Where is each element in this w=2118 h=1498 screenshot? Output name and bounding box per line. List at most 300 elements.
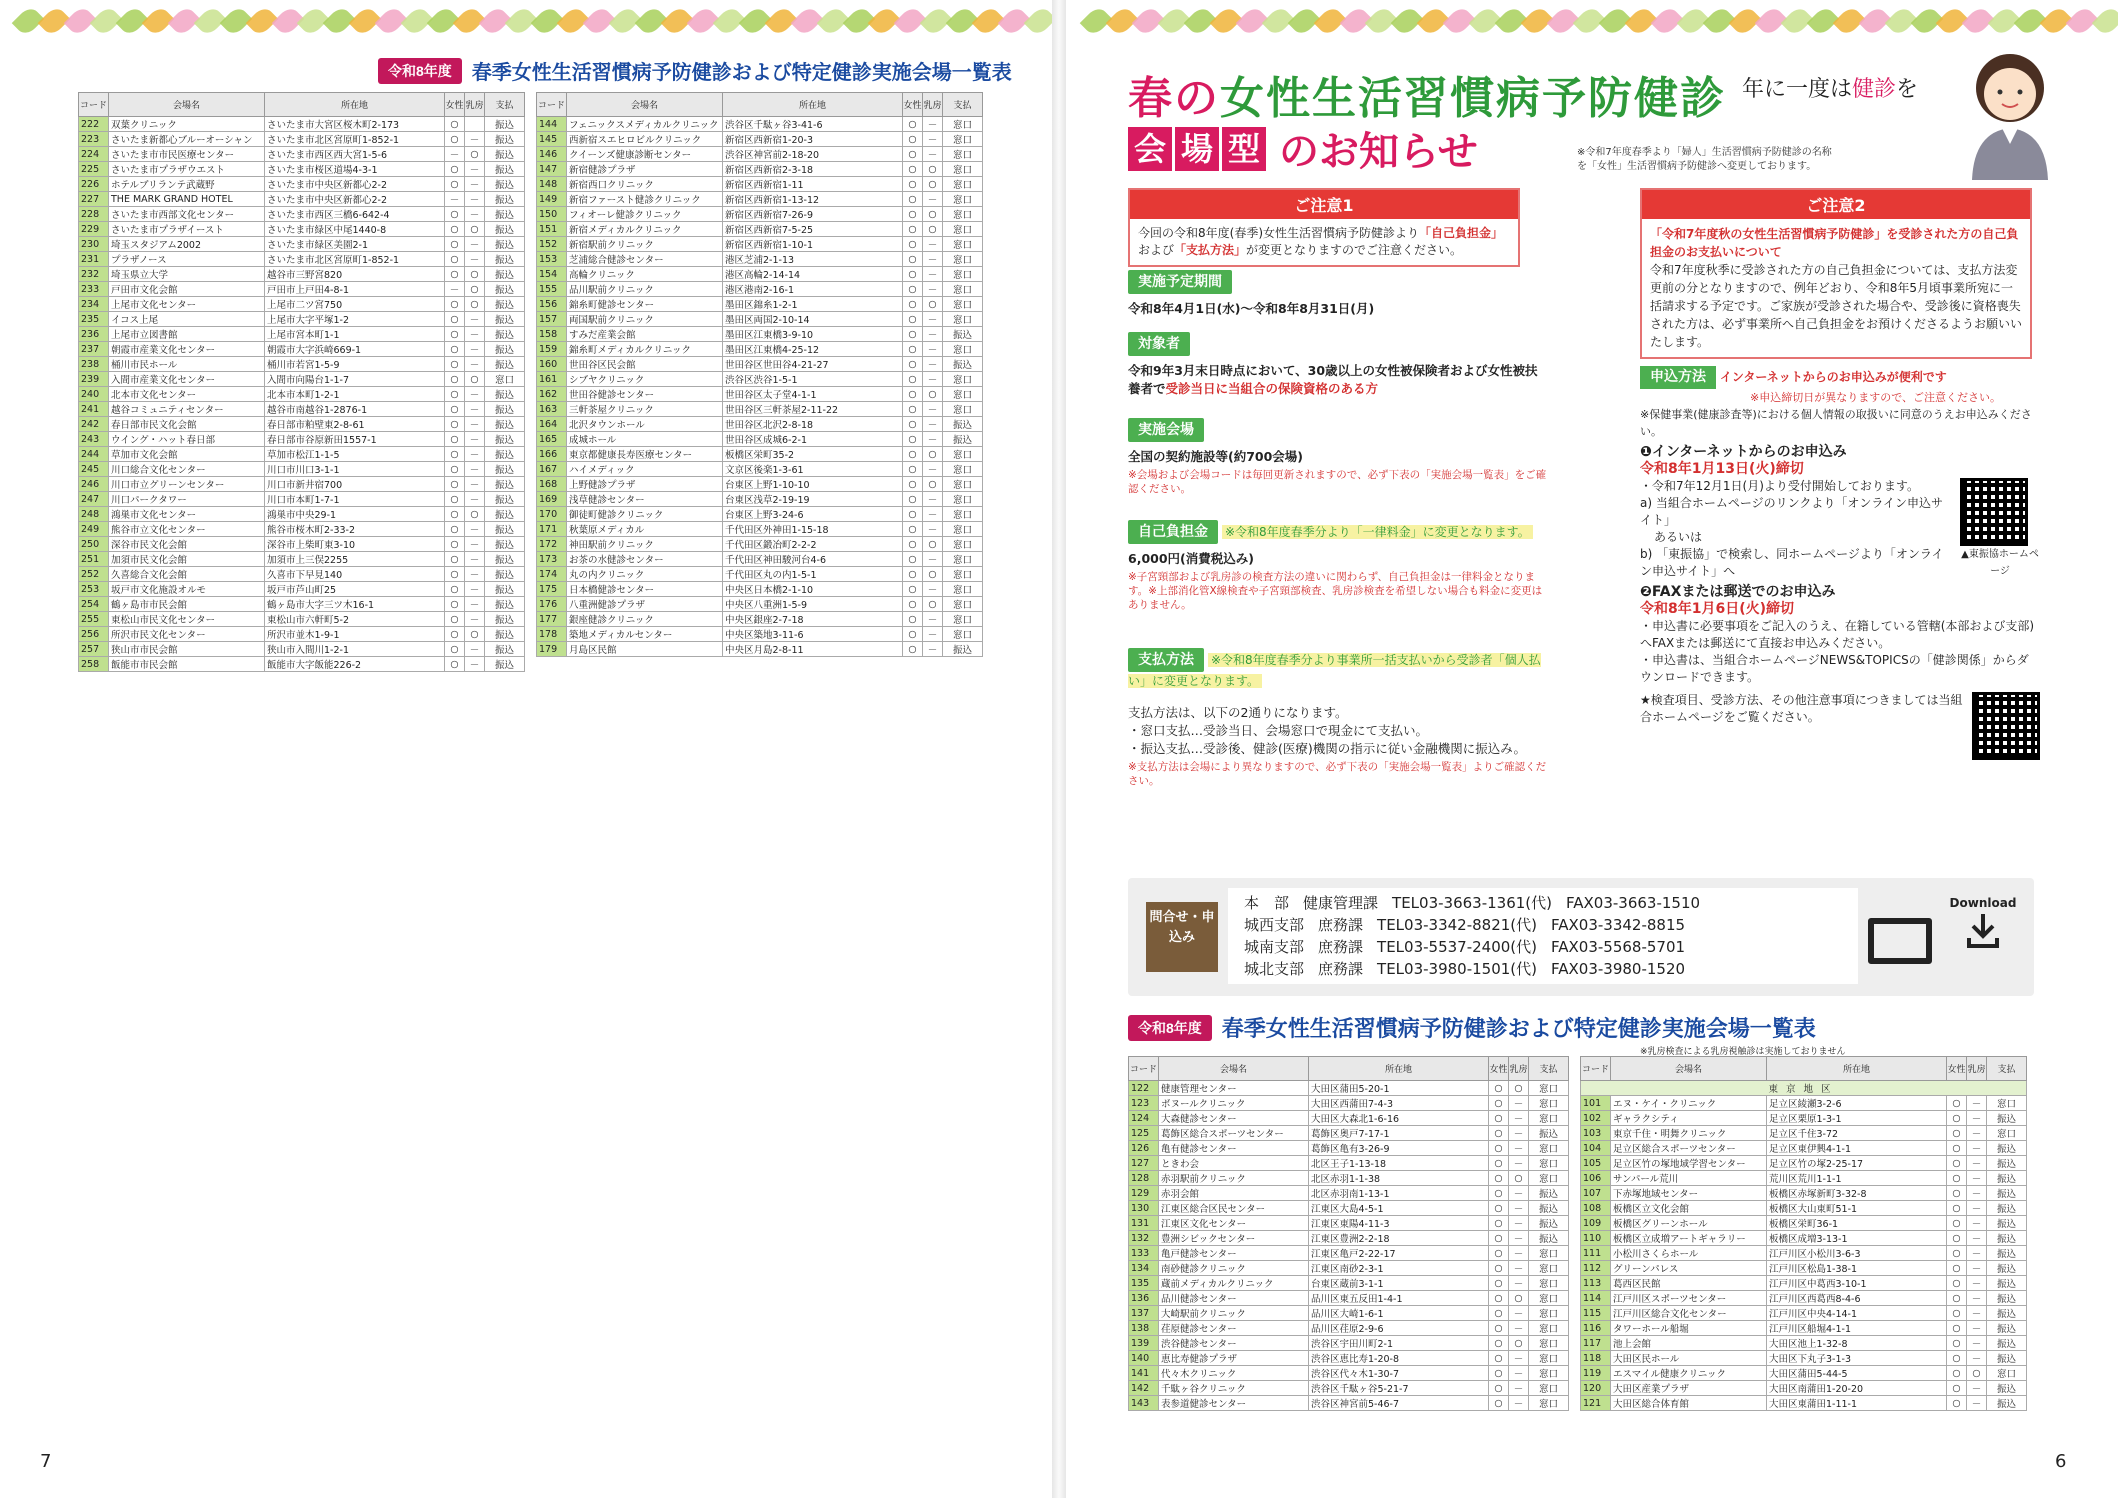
- contact-tel: TEL03-3663-1361(代): [1392, 894, 1552, 912]
- venue-code: 138: [1129, 1321, 1159, 1336]
- venue-code: 170: [537, 507, 567, 522]
- mark-female: ○: [1947, 1156, 1967, 1171]
- mark-female: ○: [1947, 1186, 1967, 1201]
- subtitle-char: 型: [1222, 127, 1266, 171]
- payment-type: 窓口: [1529, 1246, 1569, 1261]
- table-row: [79, 327, 525, 342]
- venue-code: 125: [1129, 1126, 1159, 1141]
- mark-breast: －: [1967, 1381, 1987, 1396]
- venue-code: 126: [1129, 1141, 1159, 1156]
- venue-code: 105: [1581, 1156, 1611, 1171]
- payment-item-1: ・窓口支払…受診当日、会場窓口で現金にて支払い。: [1128, 723, 1429, 738]
- list-title-text: 春季女性生活習慣病予防健診および特定健診実施会場一覧表: [471, 62, 1012, 84]
- venue-code: 164: [537, 417, 567, 432]
- venue-code: 117: [1581, 1336, 1611, 1351]
- venue-name: 板橋区立文化会館: [1611, 1201, 1767, 1216]
- venue-name: 東京都健康長寿医療センター: [567, 447, 723, 462]
- contact-fax: FAX03-5568-5701: [1551, 938, 1686, 956]
- mark-breast: ○: [465, 147, 485, 162]
- payment-type: 窓口: [1529, 1081, 1569, 1096]
- venue-code: 103: [1581, 1126, 1611, 1141]
- column-header: コード: [1581, 1057, 1611, 1081]
- mark-female: ○: [445, 507, 465, 522]
- table-row: [79, 507, 525, 522]
- mark-breast: －: [465, 552, 485, 567]
- payment-type: 振込: [485, 582, 525, 597]
- venue-address: 中央区築地3-11-6: [723, 627, 903, 642]
- payment-type: 振込: [1987, 1216, 2027, 1231]
- mark-breast: －: [1509, 1366, 1529, 1381]
- apply-section: [1640, 366, 2040, 760]
- column-header: 乳房: [923, 93, 943, 117]
- monitor-icon: [1868, 918, 1932, 964]
- venue-code: 155: [537, 282, 567, 297]
- mark-breast: －: [465, 312, 485, 327]
- mark-female: ○: [1489, 1216, 1509, 1231]
- venue-address: 台東区蔵前3-1-1: [1309, 1276, 1489, 1291]
- venue-code: 162: [537, 387, 567, 402]
- venue-table-right-b: [1580, 1056, 2027, 1411]
- venue-code: 107: [1581, 1186, 1611, 1201]
- venue-address: 新宿区西新宿1-20-3: [723, 132, 903, 147]
- payment-type: 振込: [485, 297, 525, 312]
- venue-code: 174: [537, 567, 567, 582]
- venue-address: 江東区東陽4-11-3: [1309, 1216, 1489, 1231]
- column-header: 女性: [1489, 1057, 1509, 1081]
- mark-female: ○: [445, 552, 465, 567]
- table-row: [537, 117, 983, 132]
- venue-name: 鴻巣市文化センター: [109, 507, 265, 522]
- mark-breast: －: [923, 507, 943, 522]
- venue-address: 品川区荏原2-9-6: [1309, 1321, 1489, 1336]
- payment-type: 振込: [1987, 1351, 2027, 1366]
- payment-type: 振込: [1529, 1186, 1569, 1201]
- payment-type: 窓口: [943, 312, 983, 327]
- column-header: コード: [79, 93, 109, 117]
- mark-breast: －: [1967, 1096, 1987, 1111]
- payment-type: 振込: [943, 357, 983, 372]
- venue-address: 墨田区江東橋3-9-10: [723, 327, 903, 342]
- mark-female: ○: [445, 432, 465, 447]
- table-row: [79, 357, 525, 372]
- venue-code: 120: [1581, 1381, 1611, 1396]
- table-row: [79, 477, 525, 492]
- payment-type: 振込: [485, 507, 525, 522]
- venue-name: 荏原健診センター: [1159, 1321, 1309, 1336]
- mark-breast: ○: [465, 627, 485, 642]
- venue-name: 新宿駅前クリニック: [567, 237, 723, 252]
- venue-address: 上尾市宮本町1-1: [265, 327, 445, 342]
- apply-fax-text: ・申込書に必要事項をご記入のうえ、在籍している管轄(本部および支部)へFAXまたは郵送にて直接お申込みください。: [1640, 619, 2035, 650]
- mark-female: ○: [903, 267, 923, 282]
- speech-post: を: [1896, 77, 1919, 102]
- mark-female: ○: [903, 282, 923, 297]
- mark-breast: －: [1967, 1111, 1987, 1126]
- venue-code: 163: [537, 402, 567, 417]
- venue-name: 狭山市市民会館: [109, 642, 265, 657]
- payment-type: 振込: [485, 522, 525, 537]
- list-title-left: [378, 56, 1012, 85]
- table-header: [79, 93, 525, 117]
- mark-breast: －: [1967, 1186, 1987, 1201]
- venue-address: 東松山市六軒町5-2: [265, 612, 445, 627]
- mark-female: ○: [1489, 1186, 1509, 1201]
- payment-type: 振込: [1987, 1381, 2027, 1396]
- table-row: [537, 642, 983, 657]
- venue-name: 飯能市市民会館: [109, 657, 265, 672]
- table-row: [79, 147, 525, 162]
- venue-code: 253: [79, 582, 109, 597]
- venue-name: 大田区総合体育館: [1611, 1396, 1767, 1411]
- year-badge: 令和8年度: [378, 58, 462, 84]
- venue-address: 江戸川区西葛西8-4-6: [1767, 1291, 1947, 1306]
- venue-address: 港区港南2-16-1: [723, 282, 903, 297]
- table-row: [1581, 1246, 2027, 1261]
- contact-dept: 庶務課: [1318, 916, 1364, 934]
- table-row: [537, 282, 983, 297]
- venue-address: 江戸川区船堀4-1-1: [1767, 1321, 1947, 1336]
- venue-address: さいたま市北区宮原町1-852-1: [265, 252, 445, 267]
- payment-type: 振込: [485, 267, 525, 282]
- venue-code: 148: [537, 177, 567, 192]
- table-row: [1581, 1201, 2027, 1216]
- mark-female: ○: [1947, 1261, 1967, 1276]
- mark-female: ○: [1489, 1156, 1509, 1171]
- venue-code: 147: [537, 162, 567, 177]
- payment-type: 振込: [485, 447, 525, 462]
- venue-code: 139: [1129, 1336, 1159, 1351]
- mark-breast: －: [923, 552, 943, 567]
- venue-address: 川口市本町1-7-1: [265, 492, 445, 507]
- column-header: 乳房: [465, 93, 485, 117]
- download-label: Download: [1949, 896, 2017, 910]
- venue-address: 上尾市大字平塚1-2: [265, 312, 445, 327]
- mark-breast: －: [1967, 1261, 1987, 1276]
- table-header: [1581, 1057, 2027, 1081]
- qr-code-icon[interactable]: [1972, 692, 2040, 760]
- venue-name: 東松山市民文化センター: [109, 612, 265, 627]
- venue-name: さいたま市プラザイースト: [109, 222, 265, 237]
- apply-fax-heading: ❷FAXまたは郵送でのお申込み: [1640, 584, 1836, 600]
- payment-type: 窓口: [1529, 1261, 1569, 1276]
- venue-code: 238: [79, 357, 109, 372]
- venue-code: 172: [537, 537, 567, 552]
- venue-address: 越谷市南越谷1-2876-1: [265, 402, 445, 417]
- mark-breast: ○: [465, 267, 485, 282]
- mark-female: ○: [445, 267, 465, 282]
- venue-code: 171: [537, 522, 567, 537]
- payment-highlight: ※令和8年度春季分より事業所一括支払いから受診者「個人払い」に変更となります。: [1128, 653, 1541, 688]
- payment-type: 振込: [1987, 1306, 2027, 1321]
- leaf-decoration-left: [0, 0, 1050, 42]
- apply-note: ※保健事業(健康診査等)における個人情報の取扱いに同意のうえお申込みください。: [1640, 408, 2032, 438]
- venue-name: 越谷コミュニティセンター: [109, 402, 265, 417]
- mark-breast: －: [465, 492, 485, 507]
- venue-address: 世田谷区三軒茶屋2-11-22: [723, 402, 903, 417]
- table-row: [1129, 1216, 1569, 1231]
- payment-type: 振込: [943, 432, 983, 447]
- notice-2: [1640, 188, 2032, 359]
- mark-female: ○: [1489, 1246, 1509, 1261]
- table-row: [79, 642, 525, 657]
- woman-illustration-icon: [1950, 40, 2070, 180]
- mark-female: ○: [903, 597, 923, 612]
- payment-type: 振込: [485, 132, 525, 147]
- venue-address: 桶川市若宮1-5-9: [265, 357, 445, 372]
- venue-address: 渋谷区神宮前5-46-7: [1309, 1396, 1489, 1411]
- venue-name: 新宿西口クリニック: [567, 177, 723, 192]
- venue-name: 上尾市文化センター: [109, 297, 265, 312]
- mark-breast: －: [465, 342, 485, 357]
- fee-note: ※子宮頸部および乳房診の検査方法の違いに関わらず、自己負担金は一律料金となります。※上部消化管X線検査や子宮頸部検査、乳房診検査を希望しない場合も料金に変更はありません。: [1128, 571, 1543, 611]
- payment-type: 振込: [485, 417, 525, 432]
- venue-name: 御徒町健診クリニック: [567, 507, 723, 522]
- venue-address: 港区芝浦2-1-13: [723, 252, 903, 267]
- venue-name: 川口総合文化センター: [109, 462, 265, 477]
- table-row: [1581, 1141, 2027, 1156]
- venue-address: 渋谷区代々木1-30-7: [1309, 1366, 1489, 1381]
- payment-type: 窓口: [1987, 1126, 2027, 1141]
- venue-address: 千代田区丸の内1-5-1: [723, 567, 903, 582]
- payment-type: 振込: [1987, 1186, 2027, 1201]
- venue-address: 文京区後楽1-3-61: [723, 462, 903, 477]
- mark-breast: ○: [1509, 1171, 1529, 1186]
- column-header: 女性: [445, 93, 465, 117]
- table-row: [1581, 1111, 2027, 1126]
- venue-address: 戸田市上戸田4-8-1: [265, 282, 445, 297]
- payment-type: 窓口: [943, 132, 983, 147]
- venue-address: 大田区蒲田5-20-1: [1309, 1081, 1489, 1096]
- payment-type: 窓口: [943, 552, 983, 567]
- table-row: [79, 192, 525, 207]
- venue-address: 江戸川区中葛西3-10-1: [1767, 1276, 1947, 1291]
- period-body: 令和8年4月1日(水)〜令和8年8月31日(月): [1128, 301, 1375, 316]
- mark-female: －: [445, 282, 465, 297]
- venue-code: 161: [537, 372, 567, 387]
- venue-address: 墨田区錦糸1-2-1: [723, 297, 903, 312]
- mark-breast: －: [465, 447, 485, 462]
- mark-breast: －: [465, 177, 485, 192]
- mark-female: ○: [445, 597, 465, 612]
- download-button[interactable]: [1948, 896, 2018, 953]
- venue-name: 上野健診プラザ: [567, 477, 723, 492]
- page-number-left: 7: [40, 1451, 52, 1472]
- venue-code: 131: [1129, 1216, 1159, 1231]
- table-row: [537, 372, 983, 387]
- mark-breast: ○: [1509, 1336, 1529, 1351]
- venue-code: 152: [537, 237, 567, 252]
- payment-type: 窓口: [1987, 1096, 2027, 1111]
- column-header: 乳房: [1967, 1057, 1987, 1081]
- venue-address: 葛飾区亀有3-26-9: [1309, 1141, 1489, 1156]
- table-row: [79, 132, 525, 147]
- notice-1-text-d: 「支払方法」: [1174, 243, 1247, 257]
- venue-name: 亀戸健診センター: [1159, 1246, 1309, 1261]
- venue-code: 229: [79, 222, 109, 237]
- venue-code: 237: [79, 342, 109, 357]
- mark-breast: －: [1967, 1276, 1987, 1291]
- venue-name: 江東区文化センター: [1159, 1216, 1309, 1231]
- venue-address: 世田谷区太子堂4-1-1: [723, 387, 903, 402]
- venue-code: 240: [79, 387, 109, 402]
- venue-address: 江東区豊洲2-2-18: [1309, 1231, 1489, 1246]
- payment-type: 振込: [485, 162, 525, 177]
- mark-female: ○: [1489, 1291, 1509, 1306]
- apply-highlight: インターネットからのお申込みが便利です: [1719, 370, 1947, 384]
- payment-type: 振込: [485, 537, 525, 552]
- payment-type: 振込: [1987, 1261, 2027, 1276]
- column-header: 支払: [485, 93, 525, 117]
- venue-name: さいたま市プラザウエスト: [109, 162, 265, 177]
- payment-item-2: ・振込支払…受診後、健診(医療)機関の指示に従い金融機関に振込み。: [1128, 741, 1527, 756]
- mark-breast: ○: [1509, 1081, 1529, 1096]
- table-row: [79, 597, 525, 612]
- apply-download-text: ・申込書は、当組合ホームページNEWS&TOPICSの「健診関係」からダウンロードできます。: [1640, 653, 2029, 684]
- venue-code: 109: [1581, 1216, 1611, 1231]
- table-row: [1581, 1276, 2027, 1291]
- venue-address: 新宿区西新宿2-3-18: [723, 162, 903, 177]
- venue-name: 大田区産業プラザ: [1611, 1381, 1767, 1396]
- venue-address: 江戸川区小松川3-6-3: [1767, 1246, 1947, 1261]
- table-row: [537, 627, 983, 642]
- table-row: [1129, 1351, 1569, 1366]
- venue-code: 243: [79, 432, 109, 447]
- venue-name: ホテルブリランテ武蔵野: [109, 177, 265, 192]
- mark-female: ○: [1489, 1111, 1509, 1126]
- apply-fax-deadline: 令和8年1月6日(火)締切: [1640, 601, 1795, 617]
- mark-breast: －: [1967, 1216, 1987, 1231]
- venue-table-left-a: [78, 92, 525, 672]
- table-row: [79, 552, 525, 567]
- mark-breast: －: [1509, 1276, 1529, 1291]
- table-row: [537, 312, 983, 327]
- venue-name: 東京千住・明舞クリニック: [1611, 1126, 1767, 1141]
- qr-code-icon[interactable]: [1960, 478, 2028, 546]
- payment-type: 窓口: [943, 372, 983, 387]
- venue-code: 143: [1129, 1396, 1159, 1411]
- table-row: [537, 432, 983, 447]
- payment-type: 振込: [485, 207, 525, 222]
- table-row: [537, 537, 983, 552]
- mark-female: ○: [1489, 1276, 1509, 1291]
- region-row: [1581, 1081, 2027, 1096]
- mark-female: ○: [445, 207, 465, 222]
- payment-type: 窓口: [1529, 1396, 1569, 1411]
- venue-name: サンパール荒川: [1611, 1171, 1767, 1186]
- notice-2-body: [1642, 219, 2030, 357]
- mark-female: ○: [1489, 1201, 1509, 1216]
- venue-code: 258: [79, 657, 109, 672]
- mark-female: ○: [1489, 1336, 1509, 1351]
- venue-name: 健康管理センター: [1159, 1081, 1309, 1096]
- target-body: [1128, 362, 1548, 398]
- payment-type: 窓口: [943, 267, 983, 282]
- payment-type: 窓口: [485, 372, 525, 387]
- venue-code: 136: [1129, 1291, 1159, 1306]
- contact-box: [1128, 878, 2034, 996]
- venue-address: 台東区上野1-10-10: [723, 477, 903, 492]
- mark-breast: －: [1967, 1231, 1987, 1246]
- year-badge: 令和8年度: [1128, 1015, 1212, 1041]
- payment-type: 窓口: [943, 177, 983, 192]
- venue-code: 251: [79, 552, 109, 567]
- mark-breast: ○: [465, 282, 485, 297]
- venue-name: 川口市立グリーンセンター: [109, 477, 265, 492]
- venue-address: さいたま市北区宮原町1-852-1: [265, 132, 445, 147]
- mark-breast: －: [465, 462, 485, 477]
- mark-breast: －: [465, 537, 485, 552]
- venue-address: 板橋区大山東町51-1: [1767, 1201, 1947, 1216]
- payment-type: 振込: [485, 612, 525, 627]
- mark-female: ○: [1947, 1111, 1967, 1126]
- table-row: [1581, 1381, 2027, 1396]
- mark-female: －: [445, 147, 465, 162]
- table-row: [79, 447, 525, 462]
- venue-name: ボヌールクリニック: [1159, 1096, 1309, 1111]
- venue-code: 146: [537, 147, 567, 162]
- mark-female: ○: [445, 522, 465, 537]
- title-part1: 春の: [1128, 74, 1220, 123]
- venue-name: 熊谷市立文化センター: [109, 522, 265, 537]
- venue-name: 葛西区民館: [1611, 1276, 1767, 1291]
- venue-name: プラザノース: [109, 252, 265, 267]
- venue-code: 150: [537, 207, 567, 222]
- column-header: コード: [537, 93, 567, 117]
- venue-code: 119: [1581, 1366, 1611, 1381]
- payment-type: 窓口: [943, 492, 983, 507]
- venue-name: 亀有健診センター: [1159, 1141, 1309, 1156]
- table-row: [79, 297, 525, 312]
- venue-name: 戸田市文化会館: [109, 282, 265, 297]
- table-row: [79, 462, 525, 477]
- mark-breast: －: [923, 582, 943, 597]
- venue-name: 赤羽駅前クリニック: [1159, 1171, 1309, 1186]
- payment-type: 振込: [943, 327, 983, 342]
- venue-name: 深谷市民文化会館: [109, 537, 265, 552]
- mark-breast: ○: [465, 222, 485, 237]
- payment-type: 振込: [1987, 1291, 2027, 1306]
- venue-name: ギャラクシティ: [1611, 1111, 1767, 1126]
- table-row: [79, 582, 525, 597]
- mark-breast: －: [1967, 1126, 1987, 1141]
- venue-code: 157: [537, 312, 567, 327]
- contact-tel: TEL03-5537-2400(代): [1377, 938, 1537, 956]
- mark-breast: ○: [923, 567, 943, 582]
- venue-name: 大崎駅前クリニック: [1159, 1306, 1309, 1321]
- mark-female: －: [445, 192, 465, 207]
- table-row: [79, 492, 525, 507]
- leaf-decoration-right: [1068, 0, 2118, 42]
- venue-name: 高輪クリニック: [567, 267, 723, 282]
- mark-breast: －: [465, 432, 485, 447]
- table-row: [79, 162, 525, 177]
- table-row: [537, 507, 983, 522]
- venue-address: 千代田区鍛冶町2-2-2: [723, 537, 903, 552]
- venue-name: 川口パークタワー: [109, 492, 265, 507]
- mark-breast: －: [465, 237, 485, 252]
- table-row: [1581, 1231, 2027, 1246]
- mark-breast: －: [465, 642, 485, 657]
- table-row: [79, 537, 525, 552]
- period-section: [1128, 270, 1548, 318]
- venue-code: 173: [537, 552, 567, 567]
- payment-type: 振込: [485, 657, 525, 672]
- table-row: [1129, 1096, 1569, 1111]
- mark-female: ○: [1947, 1096, 1967, 1111]
- venue-code: 230: [79, 237, 109, 252]
- column-header: 会場名: [567, 93, 723, 117]
- venue-code: 133: [1129, 1246, 1159, 1261]
